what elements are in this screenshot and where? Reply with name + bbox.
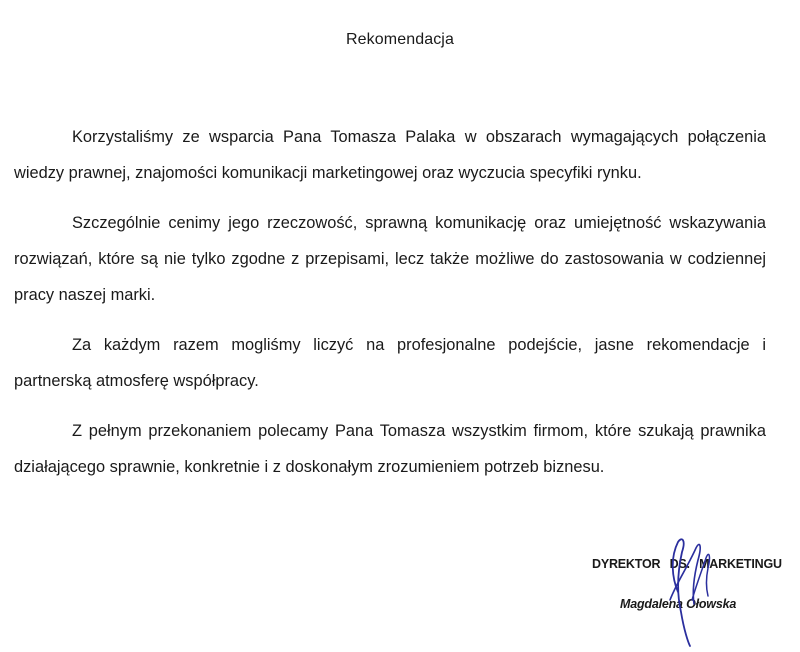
signatory-name: Magdalena Ołowska	[620, 597, 737, 611]
paragraph-4: Z pełnym przekonaniem polecamy Pana Tomasza wszystkim firmom, które szukają prawnika działającego sprawnie, konkretnie i z doskonałym zrozumieniem potrzeb biznesu.	[14, 422, 766, 476]
signature-block	[0, 530, 800, 652]
document-body	[14, 119, 766, 499]
handwritten-signature-icon	[648, 530, 718, 650]
paragraph-2: Szczególnie cenimy jego rzeczowość, sprawną komunikację oraz umiejętność wskazywania rozwiązań, które są nie tylko zgodne z przepisami, lecz także możliwe do zastosowania w codziennej pracy naszej marki.	[14, 214, 766, 304]
document-title: Rekomendacja	[346, 31, 454, 48]
paragraph-1: Korzystaliśmy ze wsparcia Pana Tomasza Palaka w obszarach wymagających połączenia wiedzy prawnej, znajomości komunikacji marketingowej oraz wyczucia specyfiki rynku.	[14, 128, 766, 182]
paragraph-3: Za każdym razem mogliśmy liczyć na profesjonalne podejście, jasne rekomendacje i partnerską atmosferę współpracy.	[14, 336, 766, 390]
signatory-role: DYREKTOR DS. MARKETINGU	[592, 557, 782, 571]
